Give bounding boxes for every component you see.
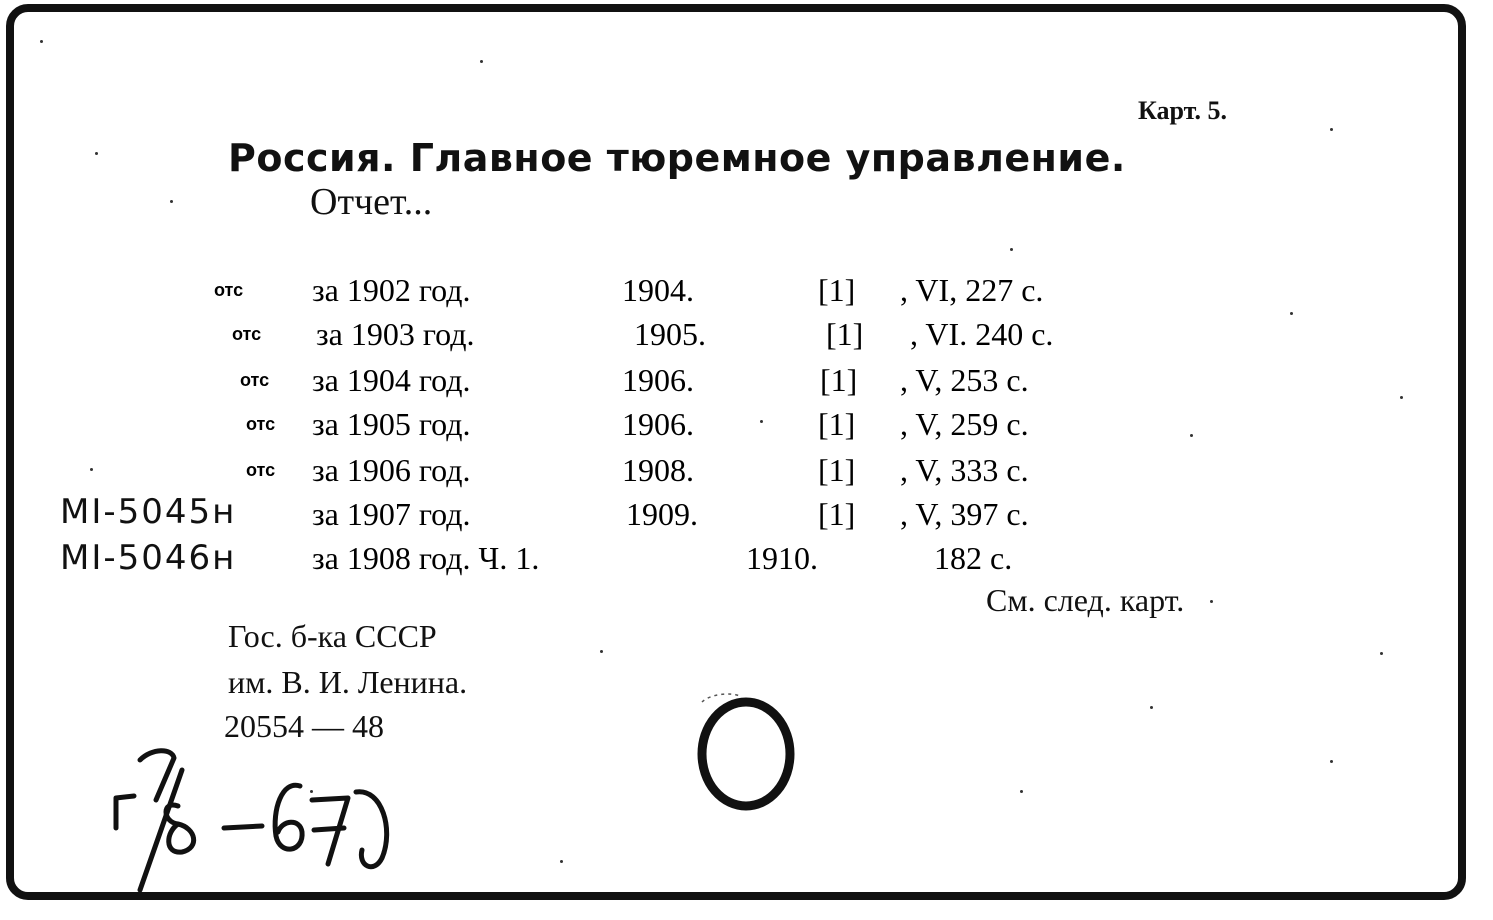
row-pub-year: 1908. (622, 452, 694, 488)
row-pages: , V, 333 с. (900, 452, 1029, 488)
row-note-handwritten: MI-5046н (60, 538, 237, 578)
row-note: отс (240, 370, 270, 390)
row-pages: , VI, 227 с. (900, 272, 1044, 308)
row-volume: [1] (818, 496, 856, 532)
row-period: за 1905 год. (312, 406, 471, 442)
row-pages: , VI. 240 с. (910, 316, 1054, 352)
row-note: отс (246, 414, 276, 434)
library-stamp-line: Гос. б-ка СССР (228, 618, 437, 654)
handwritten-shelfmark-icon (112, 740, 412, 905)
row-pages: , V, 253 с. (900, 362, 1029, 398)
row-pages: 182 с. (934, 540, 1013, 576)
row-volume: [1] (826, 316, 864, 352)
see-next-card: См. след. карт. (986, 582, 1185, 618)
row-pages: , V, 397 с. (900, 496, 1029, 532)
row-pages: , V, 259 с. (900, 406, 1029, 442)
subheading: Отчет... (310, 181, 433, 223)
row-pub-year: 1905. (634, 316, 706, 352)
row-pub-year: 1909. (626, 496, 698, 532)
row-volume: [1] (818, 406, 856, 442)
row-note: отс (246, 460, 276, 480)
row-period: за 1904 год. (312, 362, 471, 398)
row-period: за 1908 год. Ч. 1. (312, 540, 540, 576)
row-note: отс (232, 324, 262, 344)
holding-row (0, 406, 1400, 446)
holding-row (0, 362, 1400, 402)
punch-hole-circle-icon (690, 690, 800, 825)
library-stamp-line: им. В. И. Ленина. (228, 664, 468, 700)
row-note-handwritten: MI-5045н (60, 492, 237, 532)
card-number: Карт. 5. (1138, 96, 1227, 125)
row-pub-year: 1906. (622, 362, 694, 398)
row-volume: [1] (820, 362, 858, 398)
row-note: отс (214, 280, 244, 300)
row-period: за 1907 год. (312, 496, 471, 532)
row-volume: [1] (818, 452, 856, 488)
row-pub-year: 1906. (622, 406, 694, 442)
holding-row (0, 272, 1400, 312)
library-stamp-line: 20554 — 48 (224, 708, 384, 744)
holding-row (0, 316, 1400, 356)
row-pub-year: 1904. (622, 272, 694, 308)
row-volume: [1] (818, 272, 856, 308)
row-period: за 1903 год. (316, 316, 475, 352)
row-period: за 1906 год. (312, 452, 471, 488)
row-period: за 1902 год. (312, 272, 471, 308)
heading: Россия. Главное тюремное управление. (228, 136, 1126, 180)
row-pub-year: 1910. (746, 540, 818, 576)
holding-row (0, 452, 1400, 492)
holding-row (0, 540, 1400, 580)
holding-row (0, 492, 1400, 536)
